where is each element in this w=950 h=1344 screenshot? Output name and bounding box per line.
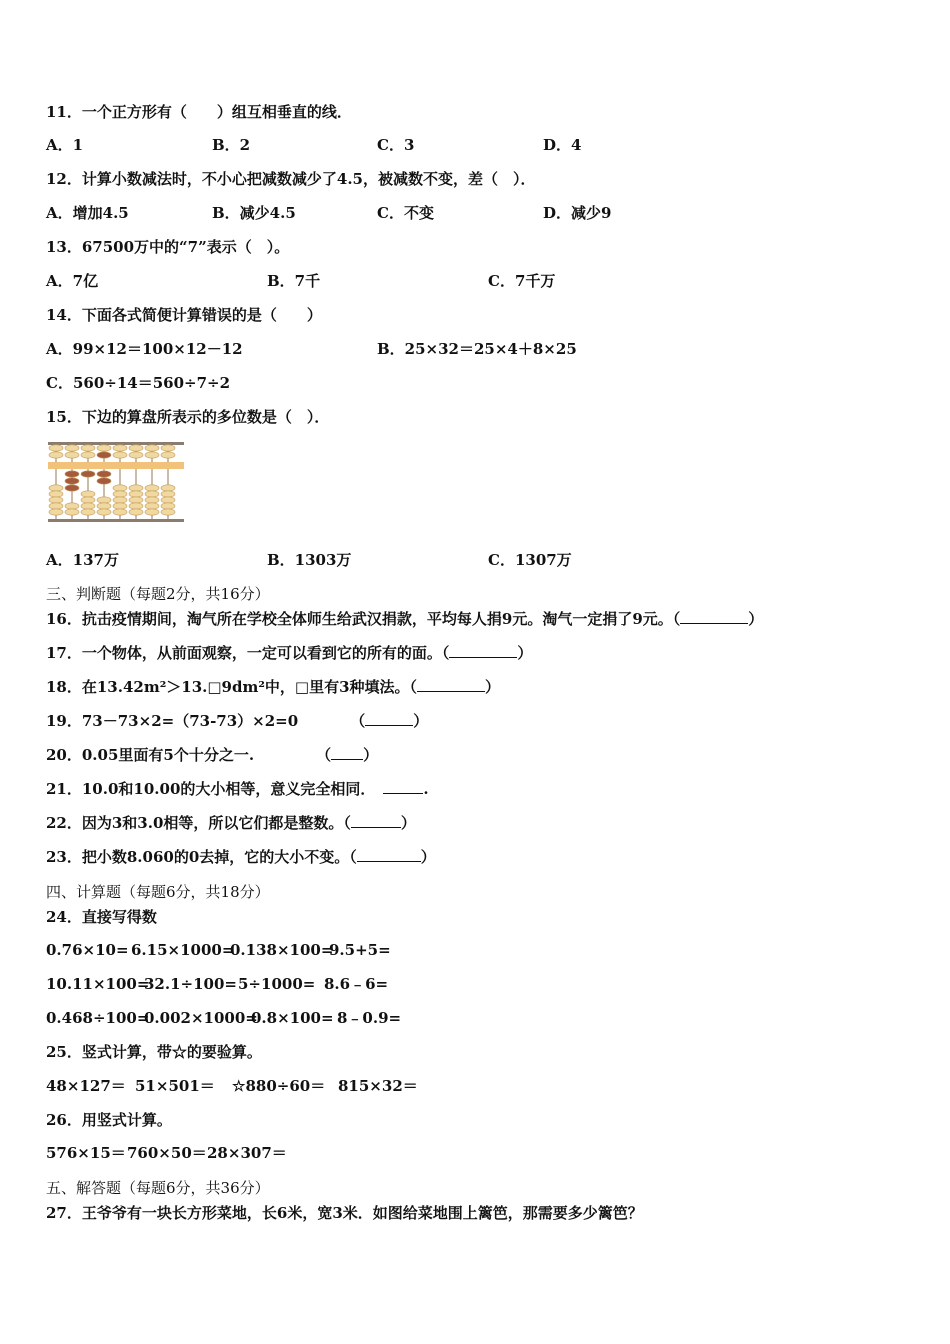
q12-stem: 12．计算小数减法时，不小心把减数减少了4.5，被减数不变，差（ ）． bbox=[46, 170, 536, 188]
q26-item-1: 576×15＝ bbox=[46, 1144, 126, 1162]
abacus-bead bbox=[65, 471, 79, 477]
abacus-bead bbox=[145, 491, 159, 497]
q25-item-2: 51×501＝ bbox=[135, 1077, 215, 1095]
abacus-bead bbox=[65, 445, 79, 451]
abacus-bead bbox=[113, 452, 127, 458]
q20-stem: 20．0.05里面有5个十分之一. bbox=[46, 746, 255, 764]
abacus-bead bbox=[65, 485, 79, 491]
abacus-bead bbox=[81, 471, 95, 477]
q18 bbox=[46, 677, 500, 697]
q15-stem: 15．下边的算盘所表示的多位数是（ ）． bbox=[46, 408, 330, 426]
q19-stem: 19．73－73×2=（73-73）×2=0 bbox=[46, 712, 299, 730]
abacus-bead bbox=[49, 445, 63, 451]
abacus-bead bbox=[161, 503, 175, 509]
q25-item-3: ☆880÷60＝ bbox=[232, 1077, 326, 1095]
abacus-bead bbox=[145, 452, 159, 458]
q17-answer-blank[interactable] bbox=[449, 643, 517, 658]
q24-r1-c1: 0.76×10= bbox=[46, 941, 129, 959]
q19 bbox=[46, 711, 428, 731]
abacus-bead bbox=[113, 509, 127, 515]
q13-option-c: C．7千万 bbox=[488, 272, 556, 290]
abacus-bead bbox=[49, 491, 63, 497]
abacus-bead bbox=[129, 485, 143, 491]
q26-stem: 26．用竖式计算。 bbox=[46, 1111, 172, 1129]
q19-close: ） bbox=[413, 712, 429, 730]
abacus-bead bbox=[129, 503, 143, 509]
abacus-bead bbox=[145, 485, 159, 491]
abacus-bead bbox=[49, 509, 63, 515]
abacus-bead bbox=[129, 491, 143, 497]
q26-item-2: 760×50＝ bbox=[127, 1144, 207, 1162]
section-title-calculation: 四、计算题（每题6分，共18分） bbox=[46, 883, 270, 901]
abacus-bead bbox=[49, 503, 63, 509]
q11-option-b: B．2 bbox=[212, 136, 251, 154]
abacus-bead bbox=[113, 491, 127, 497]
abacus-bead bbox=[97, 478, 111, 484]
q11-option-a: A．1 bbox=[46, 136, 84, 154]
q24-r1-c2: 6.15×1000= bbox=[131, 941, 235, 959]
abacus-bead bbox=[145, 503, 159, 509]
q14-option-b: B．25×32＝25×4＋8×25 bbox=[377, 340, 577, 358]
abacus-bead bbox=[97, 497, 111, 503]
q24-r1-c3: 0.138×100= bbox=[230, 941, 334, 959]
q24-r2-c1: 10.11×100= bbox=[46, 975, 150, 993]
abacus-bead bbox=[161, 509, 175, 515]
q23-answer-blank[interactable] bbox=[357, 847, 421, 862]
abacus-bead bbox=[97, 509, 111, 515]
q16-stem: 16．抗击疫情期间，淘气所在学校全体师生给武汉捐款，平均每人捐9元。淘气一定捐了9元。（ bbox=[46, 610, 681, 628]
q20-open: （ bbox=[316, 746, 332, 764]
q21 bbox=[46, 779, 429, 799]
abacus-bead bbox=[97, 503, 111, 509]
abacus-bead bbox=[113, 497, 127, 503]
q15-option-a: A．137万 bbox=[46, 551, 119, 569]
section-title-word-problems: 五、解答题（每题6分，共36分） bbox=[46, 1179, 270, 1197]
abacus-bead bbox=[65, 452, 79, 458]
abacus-bead bbox=[65, 503, 79, 509]
q21-answer-blank[interactable] bbox=[383, 779, 423, 794]
q14-stem: 14．下面各式简便计算错误的是（ ） bbox=[46, 306, 322, 324]
q17 bbox=[46, 643, 532, 663]
q27-stem: 27．王爷爷有一块长方形菜地，长6米，宽3米．如图给菜地围上篱笆，那需要多少篱笆？ bbox=[46, 1204, 643, 1222]
q23-stem: 23．把小数8.060的0去掉，它的大小不变。（ bbox=[46, 848, 357, 866]
abacus-bead bbox=[161, 497, 175, 503]
abacus-bead bbox=[81, 445, 95, 451]
q24-r3-c1: 0.468÷100= bbox=[46, 1009, 150, 1027]
q16-answer-blank[interactable] bbox=[680, 609, 748, 624]
q20-answer-blank[interactable] bbox=[331, 745, 363, 760]
abacus-figure bbox=[46, 440, 186, 526]
abacus-bead bbox=[129, 445, 143, 451]
abacus-bead bbox=[49, 485, 63, 491]
abacus-bead bbox=[161, 452, 175, 458]
q21-end: . bbox=[423, 780, 429, 798]
q15-option-b: B．1303万 bbox=[267, 551, 352, 569]
abacus-bead bbox=[81, 452, 95, 458]
q24-r3-c2: 0.002×1000= bbox=[144, 1009, 258, 1027]
q21-stem: 21．10.0和10.00的大小相等，意义完全相同． bbox=[46, 780, 376, 798]
q12-option-a: A．增加4.5 bbox=[46, 204, 129, 222]
abacus-bead bbox=[97, 471, 111, 477]
q13-option-b: B．7千 bbox=[267, 272, 321, 290]
q25-item-4: 815×32＝ bbox=[338, 1077, 418, 1095]
abacus-bead bbox=[113, 445, 127, 451]
q24-r2-c2: 32.1÷100= bbox=[144, 975, 237, 993]
abacus-beads bbox=[49, 445, 175, 515]
q24-r3-c4: 8﹣0.9= bbox=[337, 1009, 402, 1027]
abacus-bead bbox=[145, 509, 159, 515]
abacus-bead bbox=[49, 497, 63, 503]
q18-close: ） bbox=[485, 678, 501, 696]
q16-close: ） bbox=[748, 610, 764, 628]
q13-stem: 13．67500万中的“7”表示（ ）。 bbox=[46, 238, 290, 256]
q19-answer-blank[interactable] bbox=[365, 711, 413, 726]
abacus-bead bbox=[81, 503, 95, 509]
abacus-beam bbox=[48, 462, 184, 469]
q19-open: （ bbox=[350, 712, 366, 730]
q12-option-c: C．不变 bbox=[377, 204, 434, 222]
q18-stem: 18．在13.42m²＞13.□9dm²中，□里有3种填法。（ bbox=[46, 678, 418, 696]
abacus-bead bbox=[161, 445, 175, 451]
section-title-judgement: 三、判断题（每题2分，共16分） bbox=[46, 585, 270, 603]
q24-r1-c4: 9.5+5= bbox=[329, 941, 391, 959]
q14-option-c: C．560÷14＝560÷7÷2 bbox=[46, 374, 231, 392]
q24-r2-c4: 8.6﹣6= bbox=[324, 975, 389, 993]
q15-option-c: C．1307万 bbox=[488, 551, 572, 569]
abacus-bead bbox=[161, 491, 175, 497]
q11-option-c: C．3 bbox=[377, 136, 415, 154]
q13-option-a: A．7亿 bbox=[46, 272, 99, 290]
q22 bbox=[46, 813, 416, 833]
abacus-bead bbox=[145, 445, 159, 451]
abacus-bead bbox=[81, 509, 95, 515]
abacus-frame-top bbox=[48, 442, 184, 445]
abacus-bead bbox=[113, 485, 127, 491]
q11-stem: 11．一个正方形有（ ）组互相垂直的线． bbox=[46, 103, 352, 121]
q23 bbox=[46, 847, 436, 867]
abacus-bead bbox=[113, 503, 127, 509]
abacus-bead bbox=[49, 452, 63, 458]
abacus-bead bbox=[97, 452, 111, 458]
abacus-bead bbox=[161, 485, 175, 491]
q26-item-3: 28×307＝ bbox=[207, 1144, 287, 1162]
q12-option-d: D．减少9 bbox=[543, 204, 612, 222]
abacus-bead bbox=[145, 497, 159, 503]
q23-close: ） bbox=[420, 848, 436, 866]
q25-item-1: 48×127＝ bbox=[46, 1077, 126, 1095]
q22-stem: 22．因为3和3.0相等，所以它们都是整数。（ bbox=[46, 814, 351, 832]
q11-option-d: D．4 bbox=[543, 136, 582, 154]
q24-r2-c3: 5÷1000= bbox=[238, 975, 316, 993]
abacus-bead bbox=[65, 478, 79, 484]
q20 bbox=[46, 745, 378, 765]
q17-stem: 17．一个物体，从前面观察，一定可以看到它的所有的面。（ bbox=[46, 644, 450, 662]
q16 bbox=[46, 609, 763, 629]
q17-close: ） bbox=[517, 644, 533, 662]
q24-stem: 24．直接写得数 bbox=[46, 908, 157, 926]
q18-answer-blank[interactable] bbox=[417, 677, 485, 692]
q22-answer-blank[interactable] bbox=[351, 813, 401, 828]
q20-close: ） bbox=[363, 746, 379, 764]
q22-close: ） bbox=[400, 814, 416, 832]
q25-stem: 25．竖式计算，带☆的要验算。 bbox=[46, 1043, 262, 1061]
abacus-bead bbox=[81, 497, 95, 503]
abacus-bead bbox=[65, 509, 79, 515]
abacus-bead bbox=[129, 509, 143, 515]
q14-option-a: A．99×12＝100×12－12 bbox=[46, 340, 243, 358]
q24-r3-c3: 0.8×100= bbox=[251, 1009, 334, 1027]
q12-option-b: B．减少4.5 bbox=[212, 204, 296, 222]
abacus-frame-bottom bbox=[48, 519, 184, 522]
abacus-bead bbox=[81, 491, 95, 497]
abacus-bead bbox=[129, 497, 143, 503]
abacus-bead bbox=[97, 445, 111, 451]
abacus-bead bbox=[129, 452, 143, 458]
